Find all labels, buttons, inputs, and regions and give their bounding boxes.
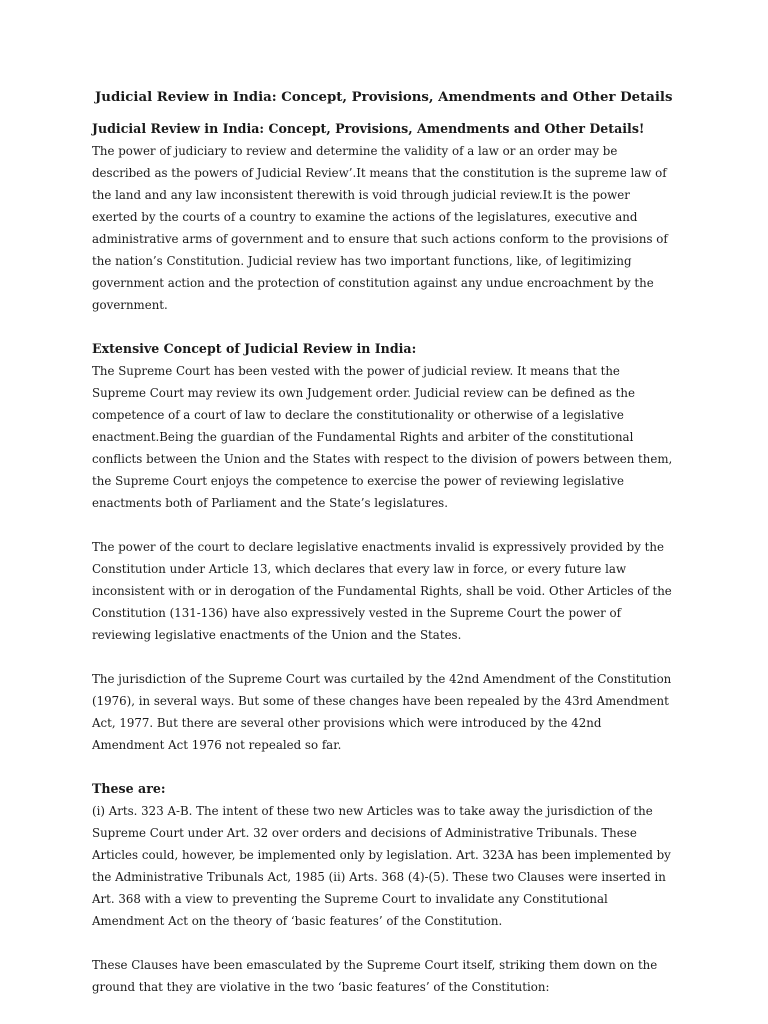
document-title: Judicial Review in India: Concept, Provisions, Amendments and Other Details: [95, 90, 673, 105]
paragraph-article-13: The power of the court to declare legislative enactments invalid is expressively provided by the Constitution under Article 13, which declares that every law in force, or every future law inconsistent with or in derogation of the Fundamental Rights, shall be void. Other Articles of the Constitution (131-136) have also expressively vested in the Supreme Court the power of reviewing legislative enactments of the Union and the States.: [92, 540, 672, 642]
paragraph-intro: The power of judiciary to review and determine the validity of a law or an order may be described as the powers of Judicial Review’.It means that the constitution is the supreme law of the land and any law inconsistent therewith is void through judicial review.It is the power exerted by the courts of a country to examine the actions of the legislatures, executive and administrative arms of government and to ensure that such actions conform to the provisions of the nation’s Constitution. Judicial review has two important functions, like, of legitimizing government action and the protection of constitution against any undue encroachment by the government.: [92, 144, 668, 312]
paragraph-clauses-emasculated: These Clauses have been emasculated by the Supreme Court itself, striking them down on the ground that they are violative in the two ‘basic features’ of the Constitution:: [92, 958, 658, 994]
paragraph-gap: [92, 514, 676, 536]
paragraph-articles-list: (i) Arts. 323 A-B. The intent of these two new Articles was to take away the jurisdiction of the Supreme Court under Art. 32 over orders and decisions of Administrative Tribunals. These Articles could, however, be implemented only by legislation. Art. 323A has been implemented by the Administrative Tribunals Act, 1985 (ii) Arts. 368 (4)-(5). These two Clauses were inserted in Art. 368 with a view to preventing the Supreme Court to invalidate any Constitutional Amendment Act on the theory of ‘basic features’ of the Constitution.: [92, 804, 671, 928]
paragraph-gap: [92, 932, 676, 954]
section-heading-these-are: These are:: [92, 781, 166, 796]
paragraph-gap: [92, 646, 676, 668]
section-heading-intro: Judicial Review in India: Concept, Provisions, Amendments and Other Details!: [92, 121, 645, 136]
paragraph-supreme-court-power: The Supreme Court has been vested with the power of judicial review. It means that the Supreme Court may review its own Judgement order. Judicial review can be defined as the competence of a court of law to declare the constitutionality or otherwise of a legislative enactment.Being the guardian of the Fundamental Rights and arbiter of the constitutional conflicts between the Union and the States with respect to the division of powers between them, the Supreme Court enjoys the competence to exercise the power of reviewing legislative enactments both of Parliament and the State’s legislatures.: [92, 364, 673, 510]
paragraph-gap: [92, 316, 676, 338]
paragraph-42nd-amendment: The jurisdiction of the Supreme Court was curtailed by the 42nd Amendment of the Constitution (1976), in several ways. But some of these changes have been repealed by the 43rd Amendment Act, 1977. But there are several other provisions which were introduced by the 42nd Amendment Act 1976 not repealed so far.: [92, 672, 672, 752]
paragraph-gap: [92, 756, 676, 778]
section-heading-extensive-concept: Extensive Concept of Judicial Review in India:: [92, 341, 417, 356]
